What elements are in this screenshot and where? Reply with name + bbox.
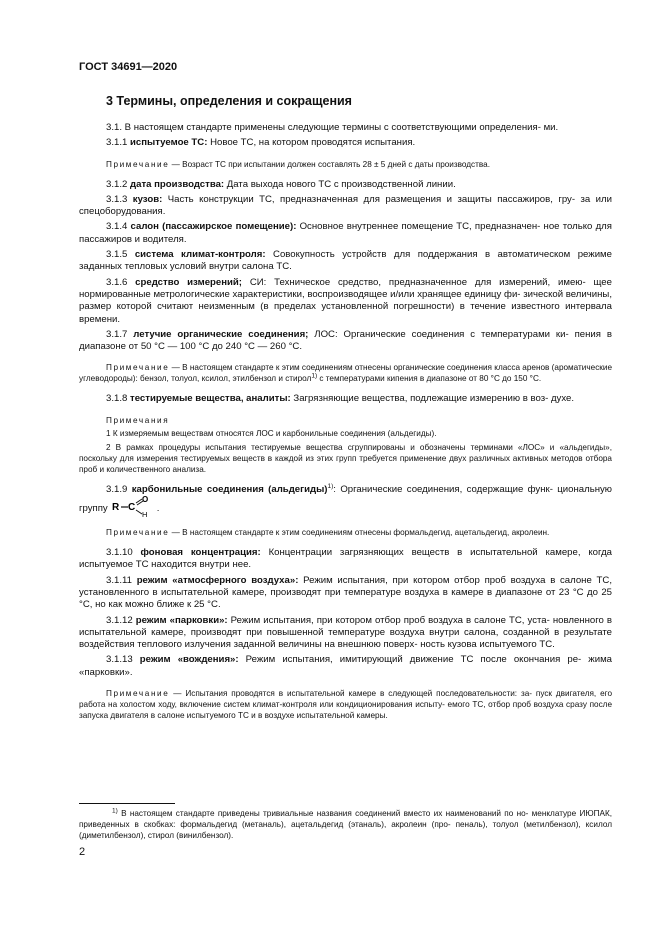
term-3-1-2: 3.1.2 дата производства: Дата выхода нового ТС с производственной линии. <box>106 178 456 190</box>
formula-o: O <box>141 496 148 505</box>
term-3-1-4: 3.1.4 салон (пассажирское помещение): Основное внутреннее помещение ТС, предназначен- ное только для пассажиров и водителя. <box>79 221 612 245</box>
footnote-separator <box>79 803 175 804</box>
notes-heading: Примечания <box>106 415 170 425</box>
aldehyde-group-formula <box>111 496 157 518</box>
paragraph-3-1: 3.1. В настоящем стандарте применены следующие термины с соответствующими определения- ми. <box>106 122 559 133</box>
standard-code-header: ГОСТ 34691—2020 <box>79 61 178 73</box>
term-3-1-12: 3.1.12 режим «парковки»: Режим испытания, при котором отбор проб воздуха в салоне ТС, уста- новленного в испытательной камере, производят при повышенной температуре воздуха внутри салона, созданной в результате воздействия теплового излучения заданной величины на внешнюю поверх- ность кузова испытуемого ТС. <box>79 614 612 651</box>
footnote-mark: 1) <box>112 807 118 815</box>
footnote-ref: 1) <box>311 372 318 380</box>
footnote-ref: 1) <box>327 482 334 490</box>
note-3-1-7: Примечание — В настоящем стандарте к этим соединениям отнесены органические соединения класса аренов (ароматические углеводороды): бензол, толуол, ксилол, этилбензол и стирол$^{1)}$ с температурами кипения в диапазоне от 80 °С до 150 °С. <box>79 363 612 384</box>
term-3-1-5: 3.1.5 система климат-контроля: Совокупность устройств для поддержания в автоматическом режиме заданных тепловых условий внутри салона ТС. <box>79 249 612 273</box>
note-3-1-1: Примечание — Возраст ТС при испытании должен составлять 28 ± 5 дней с даты производства. <box>106 159 490 169</box>
term-3-1-8: 3.1.8 тестируемые вещества, аналиты: Загрязняющие вещества, подлежащие измерению в воз- духе. <box>106 393 575 405</box>
term-3-1-1: 3.1.1 испытуемое ТС: Новое ТС, на котором проводятся испытания. <box>106 137 416 149</box>
formula-h: H <box>141 510 148 519</box>
term-3-1-11: 3.1.11 режим «атмосферного воздуха»: Режим испытания, при котором отбор проб воздуха в салоне ТС, установленного в испытательной камере, производят при температуре воздуха в камере в диапазоне от 23 °С до 25 °С, но как можно ближе к 25 °С. <box>79 574 612 611</box>
footnote: $^{1)}$ В настоящем стандарте приведены тривиальные названия соединений вместо их наименований по но- менклатуре ИЮПАК, приведенных в скобках: формальдегид (метаналь), ацетальдегид (этаналь), акролеин (про- пеналь), толуол (метилбензол), ксилол (диметилбензол), стирол (винилбензол). <box>79 807 612 840</box>
term-3-1-7: 3.1.7 летучие органические соединения; ЛОС: Органические соединения с температурами ки- пения в диапазоне от 50 °С — 100 °С до 240 °С — 260 °С. <box>79 328 612 353</box>
term-3-1-9: 3.1.9 карбонильные соединения (альдегиды)$^{1)}$: Органические соединения, содержащие функ- циональную группу R C O H . <box>79 482 612 519</box>
document-body <box>79 122 612 724</box>
page-number: 2 <box>79 846 86 858</box>
term-3-1-6: 3.1.6 средство измерений; СИ: Техническое средство, предназначенное для измерений, имею- щее нормированные метрологические характеристики, воспроизводящее и/или хранящее единицу фи- зической величины, размер которой считают неизменным (в пределах установленной погрешности) в течение известного интервала времени. <box>79 276 612 325</box>
formula-r: R <box>111 502 119 514</box>
formula-c: C <box>127 502 135 514</box>
note-3-1-13: Примечание — Испытания проводятся в испытательной камере в следующей последовательности: за- пуск двигателя, его работа на холостом ходу, включение систем климат-контроля или кондиционирования испыту- емого ТС, отбор проб воздуха сразу после запуска двигателя в салоне испытуемого ТС и в воздухе испытательной камеры. <box>79 689 612 721</box>
section-title: 3 Термины, определения и сокращения <box>106 94 352 108</box>
term-3-1-10: 3.1.10 фоновая концентрация: Концентрации загрязняющих веществ в испытательной камере, когда испытуемое ТС находится внутри нее. <box>79 547 612 571</box>
term-3-1-3: 3.1.3 кузов: Часть конструкции ТС, предназначенная для размещения и защиты пассажиров, гру- за или спецоборудования. <box>79 193 612 218</box>
term-3-1-13: 3.1.13 режим «вождения»: Режим испытания, имитирующий движение ТС после окончания ре- жима «парковки». <box>79 654 613 678</box>
note-item-2: 2 В рамках процедуры испытания тестируемые вещества сгруппированы и обозначены терминами «ЛОС» и «альдегиды», поскольку для измерения тестируемых веществ в каждой из этих групп требуется применение двух различных активных методов отбора проб и количественного анализа. <box>79 442 612 474</box>
note-item-1: 1 К измеряемым веществам относятся ЛОС и карбонильные соединения (альдегиды). <box>106 428 437 438</box>
note-3-1-9: Примечание — В настоящем стандарте к этим соединениям отнесены формальдегид, ацетальдегид, акролеин. <box>106 528 550 538</box>
